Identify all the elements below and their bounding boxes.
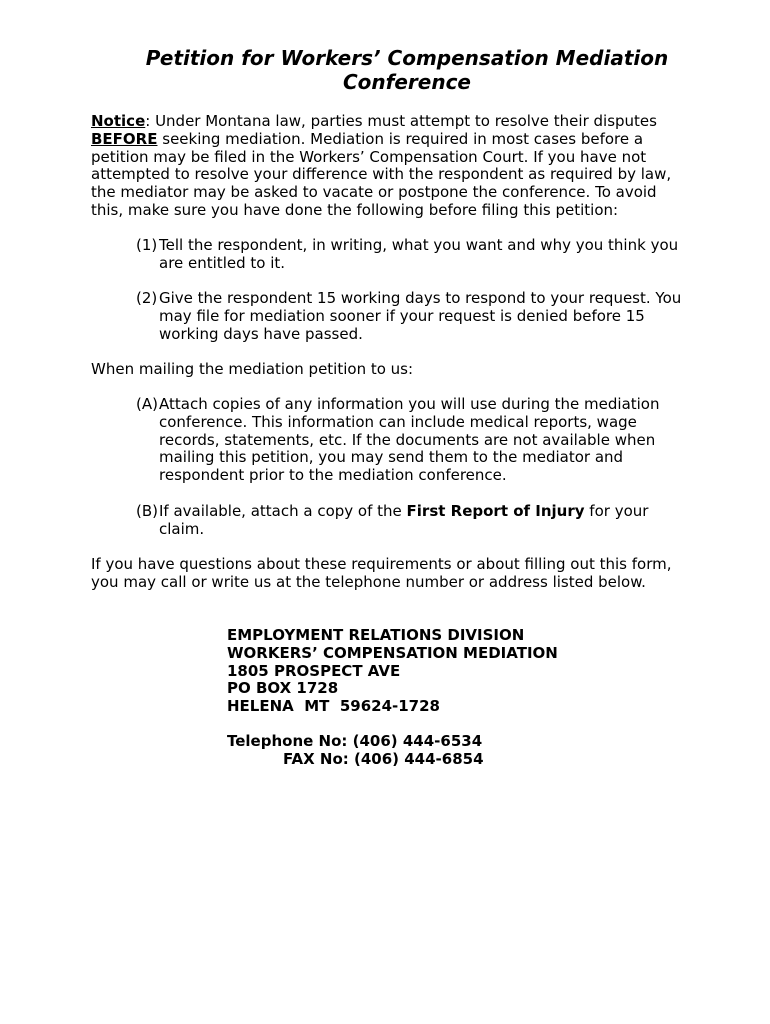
- address-line-5: HELENA MT 59624-1728: [227, 697, 440, 716]
- address-line-1: EMPLOYMENT RELATIONS DIVISION: [227, 626, 525, 644]
- step-item-1: [136, 237, 684, 273]
- step-number: (1): [136, 236, 158, 254]
- mailing-item-text-after: for your claim.: [159, 502, 649, 538]
- telephone-number: Telephone No: (406) 444-6534: [227, 732, 483, 750]
- mailing-item-text: Attach copies of any information you will use during the mediation conference. This information can include medical reports, wage records, statements, etc. If the documents are not available when mailing this petition, you may send them to the mediator and respondent prior to the mediation conference.: [159, 395, 660, 485]
- address-line-2: WORKERS’ COMPENSATION MEDIATION: [227, 643, 558, 662]
- page-title: [92, 46, 722, 94]
- step-item-2: [136, 290, 684, 343]
- mailing-item-a: [136, 396, 684, 485]
- notice-label: Notice: [91, 112, 146, 130]
- notice-text-1: : Under Montana law, parties must attempt to resolve their disputes: [145, 112, 657, 130]
- address-line-4: PO BOX 1728: [227, 679, 339, 698]
- step-number: (2): [136, 289, 158, 307]
- address-line-3: 1805 PROSPECT AVE: [227, 661, 401, 680]
- mailing-item-letter: (B): [136, 502, 158, 520]
- mailing-item-letter: (A): [136, 395, 158, 413]
- before-emphasis: BEFORE: [91, 129, 158, 148]
- step-text: Give the respondent 15 working days to respond to your request. You may file for mediation sooner if your request is denied before 15 working days have passed.: [159, 289, 682, 343]
- mailing-item-text-before: If available, attach a copy of the: [159, 502, 407, 520]
- contact-block: [227, 733, 484, 769]
- mailing-item-text: [159, 503, 684, 539]
- title-line-1: Petition for Workers’ Compensation Mediation: [145, 46, 669, 70]
- questions-paragraph: If you have questions about these requirements or about filling out this form, you may call or write us at the telephone number or address listed below.: [91, 555, 672, 591]
- notice-paragraph: [91, 113, 691, 220]
- mailing-item-b: [136, 503, 684, 539]
- mailing-intro: When mailing the mediation petition to us:: [91, 360, 414, 378]
- step-text: Tell the respondent, in writing, what you want and why you think you are entitled to it.: [159, 236, 679, 272]
- notice-text-2: seeking mediation. Mediation is required in most cases before a petition may be filed in the Workers’ Compensation Court. If you have not attempted to resolve your difference with the respondent as required by law, the mediator may be asked to vacate or postpone the conference. To avoid this, make sure you have done the following before filing this petition:: [91, 129, 672, 219]
- mailing-address: [227, 627, 558, 716]
- title-line-2: Conference: [342, 70, 471, 94]
- fax-number: FAX No: (406) 444-6854: [283, 749, 484, 768]
- first-report-of-injury: First Report of Injury: [406, 502, 585, 520]
